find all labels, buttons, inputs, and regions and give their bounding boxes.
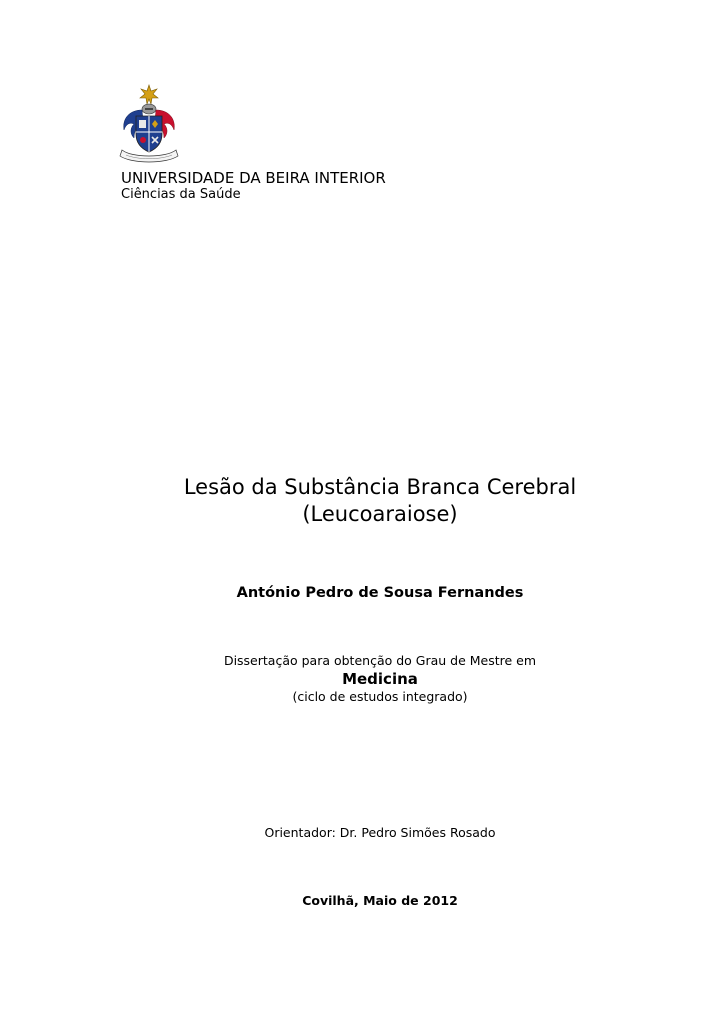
advisor: Orientador: Dr. Pedro Simões Rosado [264, 825, 496, 840]
degree-cycle: (ciclo de estudos integrado) [292, 689, 468, 704]
author-name: António Pedro de Sousa Fernandes [236, 585, 524, 601]
faculty-name: Ciências da Saúde [121, 187, 241, 202]
place-and-date: Covilhã, Maio de 2012 [302, 893, 458, 908]
dissertation-statement: Dissertação para obtenção do Grau de Mestre em [223, 653, 537, 668]
degree-name: Medicina [342, 670, 418, 688]
university-name: UNIVERSIDADE DA BEIRA INTERIOR [121, 169, 386, 187]
university-crest-icon [116, 84, 182, 166]
thesis-title-line-1: Lesão da Substância Branca Cerebral [183, 475, 577, 499]
thesis-title-line-2: (Leucoaraiose) [302, 502, 458, 526]
